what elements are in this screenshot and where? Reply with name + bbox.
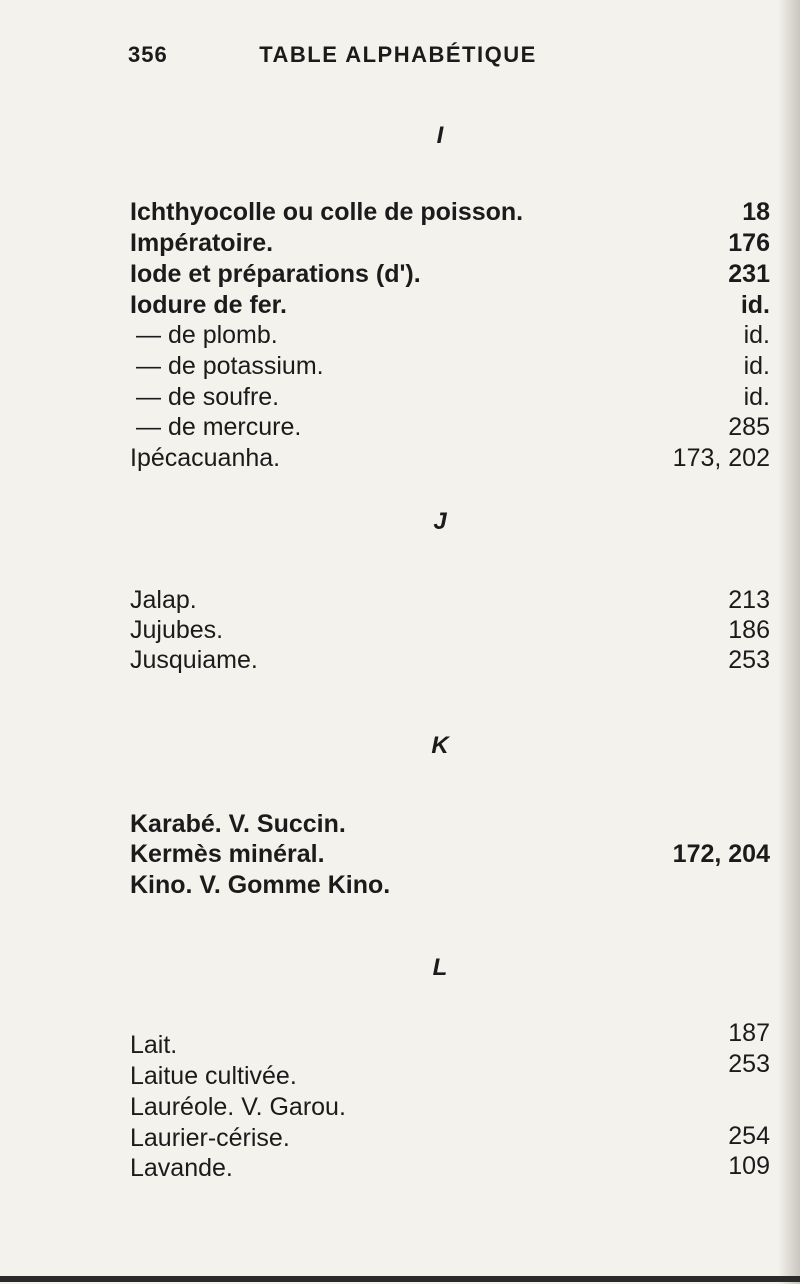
bottom-rule [0,1276,800,1282]
entry-label: Laurier-cérise. [130,1124,290,1152]
entry-page: 173, 202 [672,444,770,472]
entry-label: Jalap. [130,586,197,614]
entry-label: Ichthyocolle ou colle de poisson. [130,198,524,226]
page-number: 356 [128,42,168,67]
index-entry [130,444,770,480]
entry-label: — de plomb. [136,321,278,349]
index-entry [130,1154,770,1190]
entry-label: — de potassium. [136,352,324,380]
entry-label: Iode et préparations (d'). [130,260,421,288]
entry-page: id. [743,321,770,349]
section-letter-i: I [436,122,444,149]
entry-page: 231 [728,260,770,288]
running-title: TABLE ALPHABÉTIQUE [259,42,537,67]
entry-page: 253 [728,1050,770,1078]
entry-label: Kino. V. Gomme Kino. [130,871,391,899]
entry-page: id. [743,383,770,411]
entry-label: Laitue cultivée. [130,1062,297,1090]
entry-page: 18 [742,198,770,226]
index-entry [130,871,770,907]
entry-page: 187 [728,1019,770,1047]
section-letter-j: J [433,508,447,535]
page-edge-shadow [778,0,800,1284]
entry-page: 172, 204 [672,840,770,868]
page-header [0,42,800,82]
entry-label: Lavande. [130,1154,233,1182]
entry-page: 109 [728,1152,770,1180]
entry-page: 253 [728,646,770,674]
entry-label: Iodure de fer. [130,291,287,319]
entry-label: Ipécacuanha. [130,444,281,472]
section-letter-k: K [431,732,449,759]
entry-page: 254 [728,1122,770,1150]
entry-page: id. [743,352,770,380]
entry-page: id. [740,291,770,319]
entry-page: 176 [728,229,770,257]
entry-label: Impératoire. [130,229,274,257]
section-letter-l: L [432,954,448,981]
entry-label: Kermès minéral. [130,840,325,868]
index-entry [130,646,770,682]
entry-label: Jusquiame. [130,646,258,674]
entry-label: Karabé. V. Succin. [130,810,346,838]
entry-page: 285 [728,413,770,441]
entry-label: Lauréole. V. Garou. [130,1093,346,1121]
entry-label: Jujubes. [130,616,224,644]
entry-label: — de soufre. [136,383,280,411]
entry-page: 213 [728,586,770,614]
entry-label: — de mercure. [136,413,302,441]
entry-label: Lait. [130,1031,178,1059]
entry-page: 186 [728,616,770,644]
